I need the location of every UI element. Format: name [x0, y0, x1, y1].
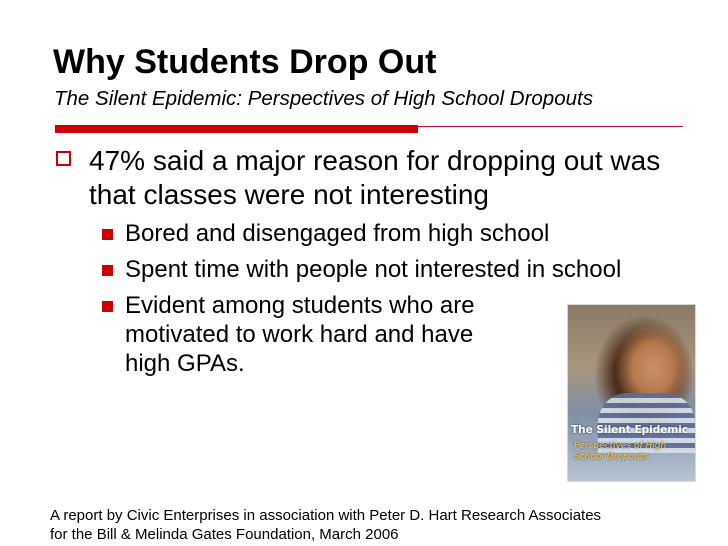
main-bullet-text: 47% said a major reason for dropping out was that classes were not interesting	[89, 145, 661, 210]
square-bullet-icon	[102, 229, 113, 240]
square-bullet-icon	[102, 265, 113, 276]
footer-citation	[50, 506, 601, 544]
sub-bullet-text: Bored and disengaged from high school	[125, 220, 550, 247]
cover-title: The Silent Epidemic	[571, 424, 689, 436]
bullet-box-icon	[56, 151, 71, 166]
footer-line-1: A report by Civic Enterprises in association with Peter D. Hart Research Associates	[50, 507, 602, 524]
title-rule-thick	[55, 125, 418, 133]
report-cover-image	[567, 304, 696, 482]
footer-line-2: for the Bill & Melinda Gates Foundation, March 2006	[50, 526, 399, 543]
sub-bullet-text: Evident among students who are motivated to work hard and have high GPAs.	[125, 292, 475, 377]
square-bullet-icon	[102, 301, 113, 312]
cover-subtitle: Perspectives of High School Dropouts	[574, 441, 667, 462]
slide-subtitle: The Silent Epidemic: Perspectives of High School Dropouts	[54, 87, 593, 110]
slide-title: Why Students Drop Out	[53, 43, 437, 81]
sub-bullet-text: Spent time with people not interested in school	[125, 256, 622, 283]
